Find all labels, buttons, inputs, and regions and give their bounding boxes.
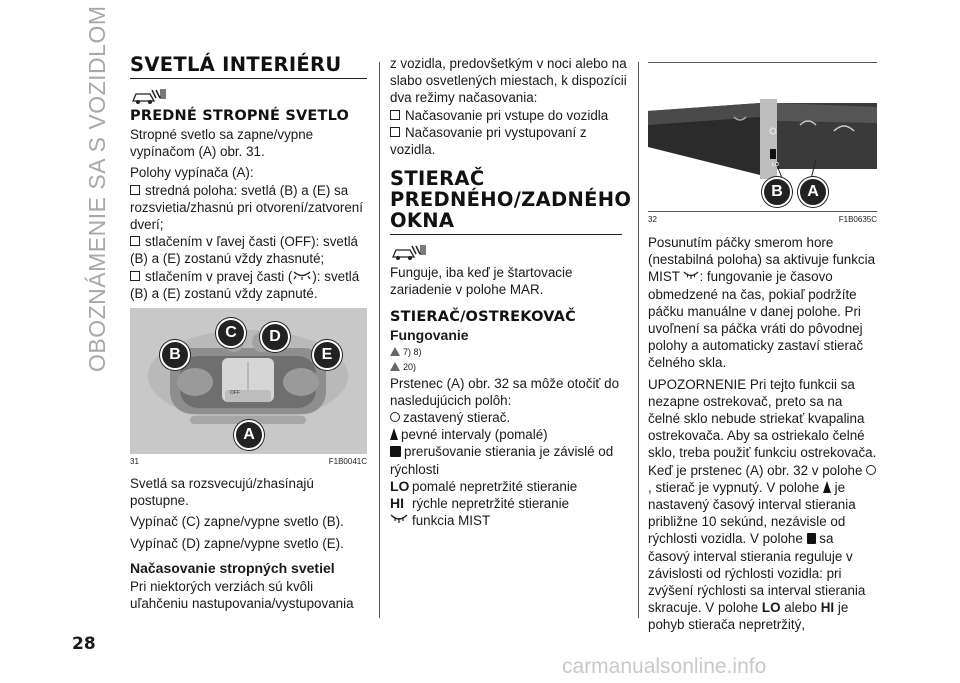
lo-symbol: LO [390,477,410,494]
paragraph-text: alebo [780,600,821,616]
figure-code: F1B0635C [838,215,877,224]
paragraph-text: : fungovanie je časovo obmedzené na čas, pokiaľ podržíte páčku manuálne v danej polohe. Pri uvoľnení sa páčka vráti do pôvodnej polohy a automaticky zastaví stierač čelného skla. [648,269,864,371]
page-number: 28 [72,634,96,654]
callout-b: B [160,340,190,370]
list-item: Načasovanie pri vystupovaní z vozidla. [390,124,630,158]
title-rule [130,78,367,79]
list-item: Načasovanie pri vstupe do vozidla [390,107,630,124]
list-item: stredná poloha: svetlá (B) a (E) sa rozsvietia/zhasnú pri otvorení/zatvorení dverí; [130,182,367,234]
lo-symbol: LO [761,600,781,616]
stalk-lo-label: LO [772,162,779,168]
paragraph [648,462,877,634]
callout-a: A [234,420,264,450]
wiper-off-icon [390,412,400,422]
section-title-interior-lights: SVETLÁ INTERIÉRU [130,53,342,76]
wiper-interval-icon [823,481,831,493]
paragraph: Vypínač (D) zapne/vypne svetlo (E). [130,535,344,551]
callout-a: A [798,177,828,207]
off-button-label: OFF [230,390,240,397]
subheading-timing: Načasovanie stropných svetiel [130,559,335,576]
figure-number: 31 [130,457,139,467]
paragraph-text: je pohyb stierača nepretržitý, [648,600,849,633]
column-3 [648,62,877,634]
warning-reference [390,345,630,359]
paragraph: Pri niektorých verziách sú kvôli uľahčeniu nastupovania/vystupovania [130,578,354,612]
list-item-text: funkcia MIST [412,513,491,529]
car-controls-icon [390,240,430,262]
wiper-interval-icon [390,428,398,440]
list-item-text: stlačením v pravej časti ( [145,268,293,284]
paragraph-text: Posunutím páčky smerom hore (nestabilná poloha) sa aktivuje funkcia MIST [648,235,876,285]
wiper-off-icon [866,465,876,475]
paragraph: Polohy vypínača (A): [130,165,254,181]
list-item [390,512,630,529]
figure-number: 32 [648,215,657,224]
callout-e: E [312,340,342,370]
list-item-text: prerušovanie stierania je závislé od rýchlosti [390,444,614,477]
subheading-operation: Fungovanie [390,326,469,343]
paragraph-text: , stierač je vypnutý. V polohe [648,479,823,495]
hi-symbol: HI [390,495,404,512]
column-2 [390,55,630,529]
wiper-auto-icon [390,446,401,457]
vehicle-icon-row [130,84,367,106]
column-1 [130,50,367,612]
subsection-title-wiper-washer: STIERAČ/OSTREKOVAČ [390,308,576,325]
watermark: carmanualsonline.info [562,655,767,678]
title-rule [390,234,622,235]
paragraph [648,234,877,372]
figure-32-wiper-stalk [648,63,877,209]
list-item: stlačením v ľavej časti (OFF): svetlá (B) a (E) zostanú vždy zhasnuté; [130,233,367,267]
list-item-text: zastavený stierač. [403,410,511,426]
list-item-text: rýchle nepretržité stieranie [412,496,570,512]
list-item [390,409,630,426]
mist-icon [683,270,699,281]
list-item [390,478,630,495]
paragraph: Stropné svetlo sa zapne/vypne vypínačom (A) obr. 31. [130,127,314,160]
paragraph: UPOZORNENIE Pri tejto funkcii sa nezapne ostrekovač, preto sa na čelné sklo nebude striekať kvapalina ostrekovača. Aby sa ostriekalo čelné sklo, treba použiť funkciu ostrekovača. [648,376,877,461]
list-item-text: ): svetlá (B) a (E) zostanú vždy zapnuté. [130,268,360,301]
paragraph: z vozidla, predovšetkým v noci alebo na slabo osvetlených miestach, k dispozícii dva režimy načasovania: [390,56,627,106]
column-divider [638,62,639,618]
subsection-title-front-lamp: PREDNÉ STROPNÉ SVETLO [130,108,350,124]
vehicle-icon-row [390,240,630,262]
list-item [390,443,630,477]
callout-c: C [216,318,246,348]
callout-d: D [260,322,290,352]
callout-b: B [762,177,792,207]
figure-31-ceiling-light [130,308,367,454]
paragraph: Svetlá sa rozsvecujú/zhasínajú postupne. [130,476,314,509]
warning-ref-text: 7) 8) [403,346,422,357]
section-title-wipers: STIERAČ PREDNÉHO/ZADNÉHO OKNA [390,167,632,233]
hi-symbol: HI [820,600,835,616]
wiper-auto-icon [807,533,816,544]
warning-reference [390,360,630,374]
column-divider [379,62,380,618]
car-controls-icon [130,84,170,106]
ceiling-lamp-icon [292,270,312,281]
chapter-side-title: OBOZNÁMENIE SA S VOZIDLOM [84,5,110,372]
warning-triangle-icon [390,362,400,371]
mist-icon [390,513,408,525]
paragraph: Prstenec (A) obr. 32 sa môže otočiť do nasledujúcich polôh: [390,375,620,408]
list-item [130,268,367,302]
list-item [390,426,630,443]
figure-caption [130,457,367,466]
figure-code: F1B0041C [328,457,367,467]
warning-ref-text: 20) [403,361,417,372]
list-item-text: pomalé nepretržité stieranie [412,478,578,494]
paragraph: Funguje, iba keď je štartovacie zariadenie v polohe MAR. [390,265,573,298]
paragraph-text: Keď je prstenec (A) obr. 32 v polohe [648,462,867,478]
warning-triangle-icon [390,347,400,356]
paragraph-text: sa časový interval stierania reguluje v závislosti od rýchlosti vozidla: pri zvýšení rýchlosti sa interval stierania skracuje. V polohe [648,531,866,616]
paragraph-text: je nastavený časový interval stierania približne 10 sekúnd, nezávisle od rýchlosti vozidla. V polohe [648,479,856,547]
figure-bottom-rule [648,211,877,212]
list-item [390,495,630,512]
list-item-text: pevné intervaly (pomalé) [401,427,548,443]
paragraph: Vypínač (C) zapne/vypne svetlo (B). [130,514,344,530]
figure-caption [648,215,877,224]
